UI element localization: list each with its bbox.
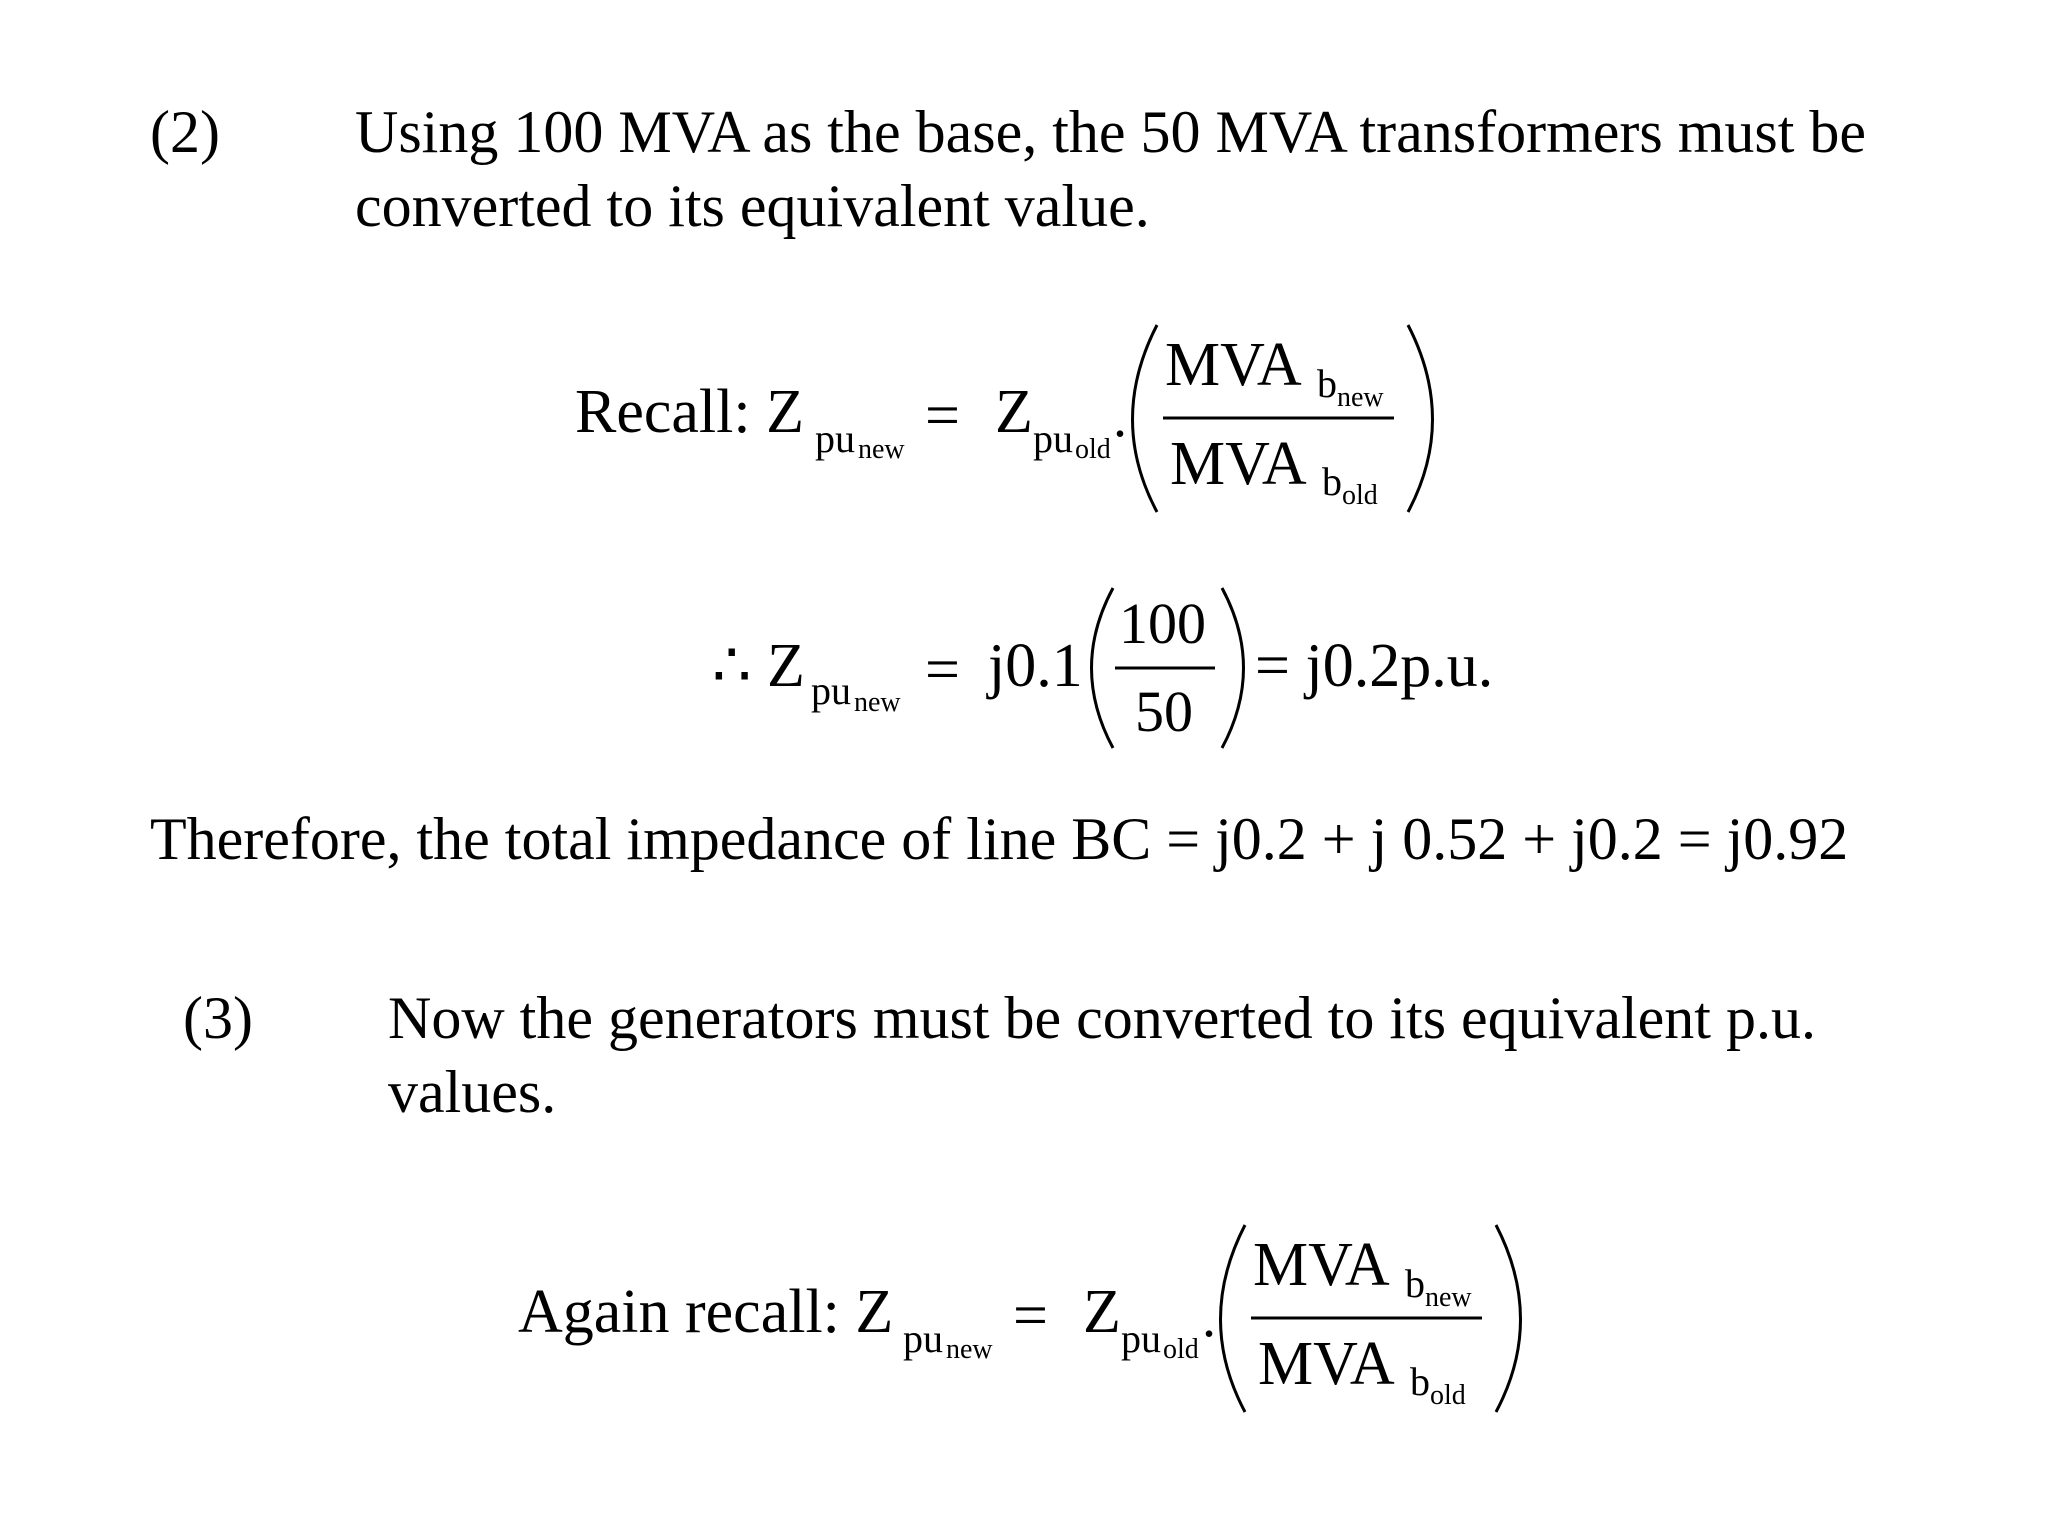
equation-recall bbox=[575, 325, 1433, 512]
equation-again-recall bbox=[518, 1225, 1521, 1412]
eq3-num-subsub: new bbox=[1425, 1282, 1472, 1313]
eq2-lhs-sub: pu bbox=[811, 668, 851, 713]
eq2-lhs-subsub: new bbox=[854, 687, 901, 718]
eq3-equals: = bbox=[1013, 1282, 1048, 1350]
eq1-den-sub: b bbox=[1322, 459, 1342, 504]
eq3-dot: . bbox=[1202, 1287, 1216, 1349]
therefore-line: Therefore, the total impedance of line BC = j0.2 + j 0.52 + j0.2 = j0.92 bbox=[150, 806, 1849, 872]
eq3-rhs-sub: pu bbox=[1121, 1316, 1161, 1361]
eq1-den-main: MVA bbox=[1170, 430, 1307, 498]
eq1-rhs-z: Z bbox=[995, 378, 1033, 446]
section-3-text: Now the generators must be converted to its equivalent p.u. values. bbox=[388, 985, 1816, 1125]
eq1-right-paren bbox=[1408, 325, 1433, 512]
eq2-equals: = bbox=[925, 636, 960, 704]
equation-therefore bbox=[712, 588, 1493, 748]
eq3-lead: Again recall: Z bbox=[518, 1278, 894, 1346]
section-2-number: (2) bbox=[150, 99, 220, 165]
eq1-rhs-sub: pu bbox=[1033, 416, 1073, 461]
eq3-num-main: MVA bbox=[1253, 1231, 1390, 1299]
eq1-num-subsub: new bbox=[1337, 382, 1384, 413]
eq3-lhs-subsub: new bbox=[946, 1334, 993, 1365]
eq1-lead: Recall: Z bbox=[575, 378, 804, 446]
eq2-coef: j0.1 bbox=[988, 632, 1083, 700]
eq3-den-main: MVA bbox=[1258, 1330, 1395, 1398]
eq1-dot: . bbox=[1113, 387, 1127, 449]
eq3-right-paren bbox=[1496, 1225, 1521, 1412]
eq3-num-sub: b bbox=[1405, 1261, 1425, 1306]
eq3-lhs-sub: pu bbox=[903, 1316, 943, 1361]
eq3-rhs-z: Z bbox=[1083, 1278, 1121, 1346]
section-3-number: (3) bbox=[183, 985, 253, 1051]
eq2-num: 100 bbox=[1119, 591, 1206, 656]
eq3-den-subsub: old bbox=[1430, 1380, 1466, 1411]
eq1-num-sub: b bbox=[1317, 361, 1337, 406]
eq1-equals: = bbox=[925, 382, 960, 450]
eq3-den-sub: b bbox=[1410, 1359, 1430, 1404]
eq2-result: = j0.2p.u. bbox=[1255, 632, 1494, 700]
eq2-right-paren bbox=[1222, 588, 1244, 748]
section-2-text: Using 100 MVA as the base, the 50 MVA transformers must be converted to its equivalent value. bbox=[355, 99, 1867, 239]
eq1-lhs-subsub: new bbox=[858, 434, 905, 465]
eq1-lhs-sub: pu bbox=[815, 416, 855, 461]
eq1-num-main: MVA bbox=[1165, 331, 1302, 399]
eq3-rhs-subsub: old bbox=[1163, 1334, 1199, 1365]
eq1-left-paren bbox=[1133, 325, 1158, 512]
eq2-den: 50 bbox=[1135, 679, 1193, 744]
eq1-rhs-subsub: old bbox=[1075, 434, 1111, 465]
eq3-left-paren bbox=[1221, 1225, 1246, 1412]
eq2-lead: ∴ Z bbox=[712, 632, 805, 700]
eq2-left-paren bbox=[1092, 588, 1114, 748]
eq1-den-subsub: old bbox=[1342, 480, 1378, 511]
